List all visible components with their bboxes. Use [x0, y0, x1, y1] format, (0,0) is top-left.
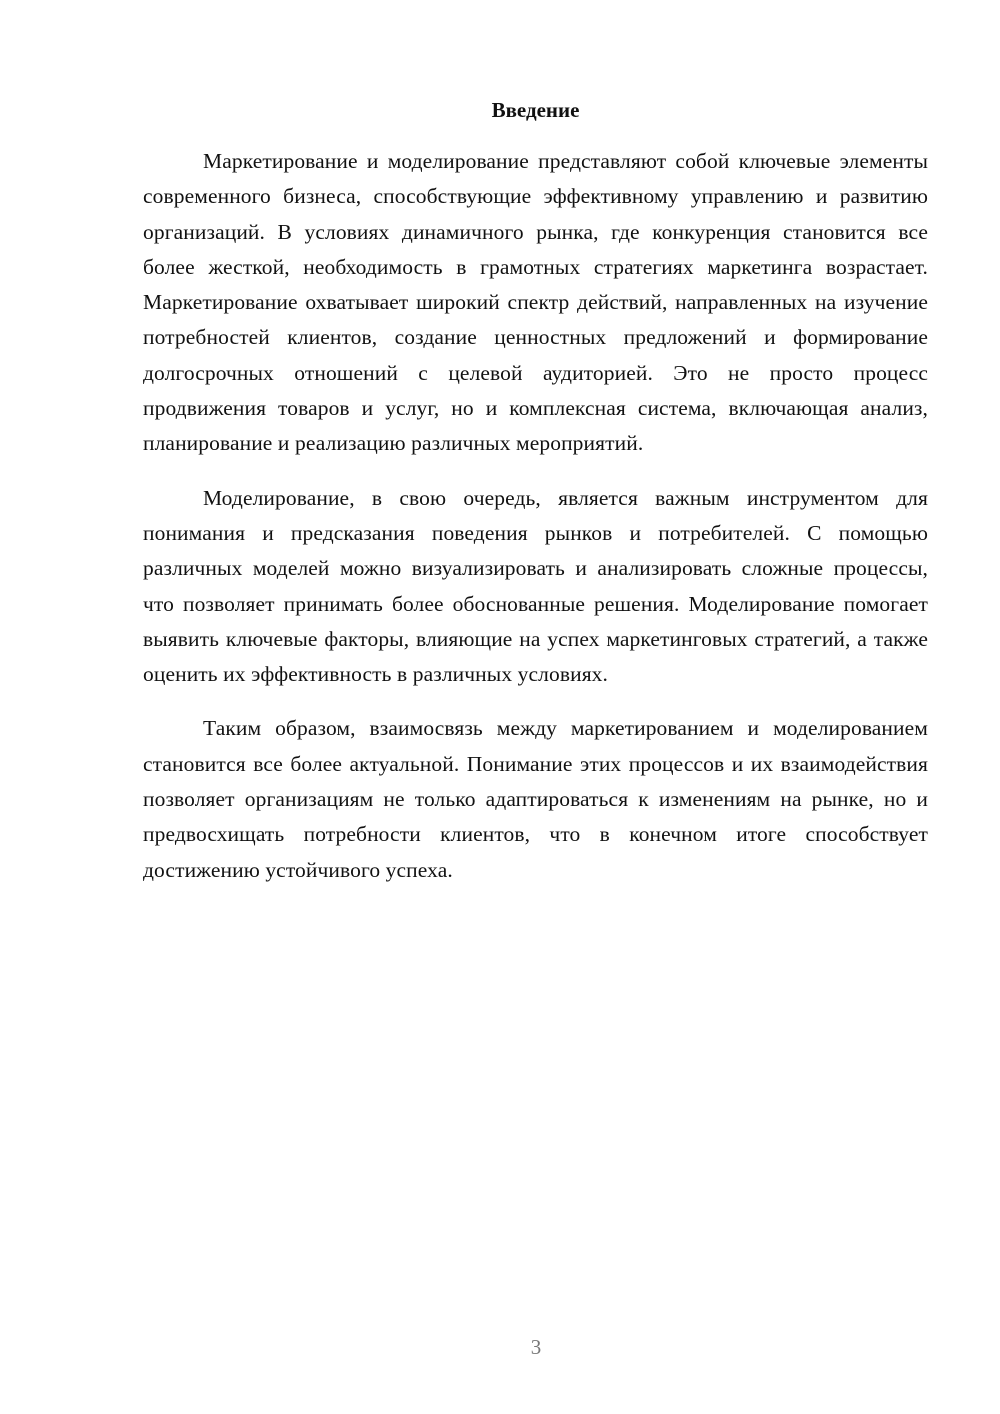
paragraph-3: Таким образом, взаимосвязь между маркетированием и моделированием становится все более актуальной. Понимание этих процессов и их взаимодействия позволяет организациям не только адаптироваться к изменениям на рынке, но и предвосхищать потребности клиентов, что в конечном итоге способствует достижению устойчивого успеха.	[143, 716, 928, 882]
page-number: 3	[530, 1335, 542, 1359]
paragraph-1: Маркетирование и моделирование представляют собой ключевые элементы современного бизнеса, способствующие эффективному управлению и развитию организаций. В условиях динамичного рынка, где конкуренция становится все более жесткой, необходимость в грамотных стратегиях маркетинга возрастает. Маркетирование охватывает широкий спектр действий, направленных на изучение потребностей клиентов, создание ценностных предложений и формирование долгосрочных отношений с целевой аудиторией. Это не просто процесс продвижения товаров и услуг, но и комплексная система, включающая анализ, планирование и реализацию различных мероприятий.	[143, 149, 928, 456]
document-body	[143, 95, 928, 888]
section-title: Введение	[491, 98, 580, 122]
paragraph-2: Моделирование, в свою очередь, является важным инструментом для понимания и предсказания поведения рынков и потребителей. С помощью различных моделей можно визуализировать и анализировать сложные процессы, что позволяет принимать более обоснованные решения. Моделирование помогает выявить ключевые факторы, влияющие на успех маркетинговых стратегий, а также оценить их эффективность в различных условиях.	[143, 485, 928, 687]
